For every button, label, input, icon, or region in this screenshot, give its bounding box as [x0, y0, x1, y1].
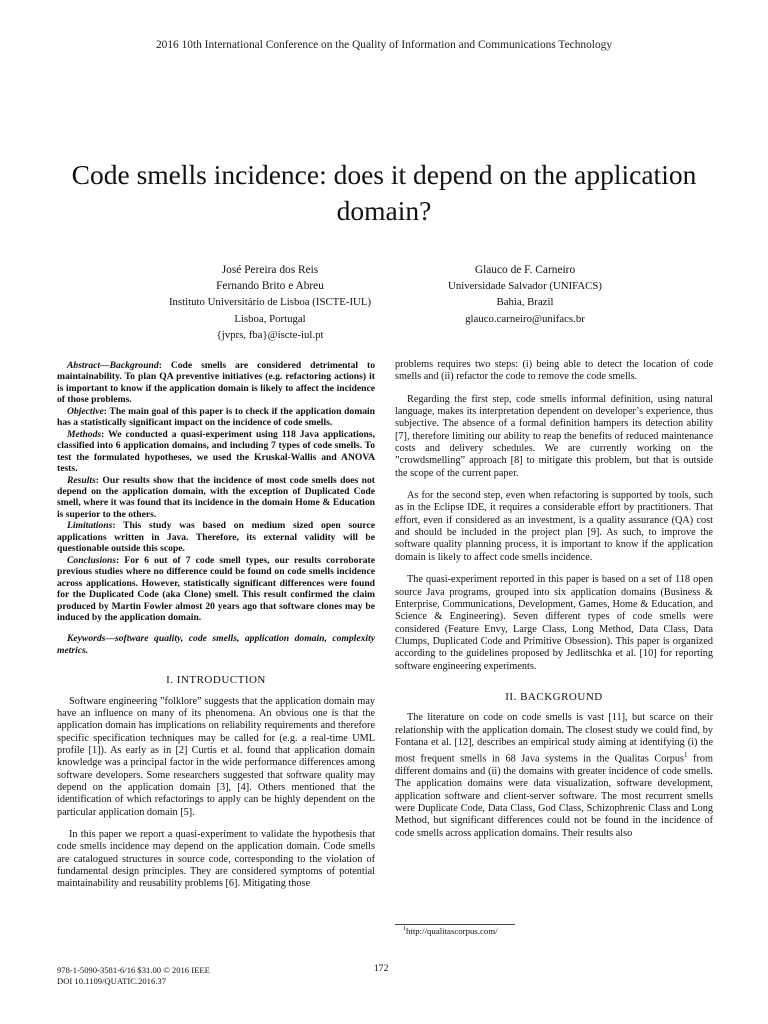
abstract-label: Limitations: [67, 520, 113, 532]
paragraph: [395, 712, 713, 840]
footnote-divider: [395, 924, 515, 925]
author-email: {jvprs, fba}@iscte-iul.pt: [216, 328, 324, 341]
abstract-label: Results: [67, 474, 96, 486]
author-affiliation: Instituto Universitário de Lisboa (ISCTE-IUL): [168, 296, 372, 309]
doi-line: DOI 10.1109/QUATIC.2016.37: [57, 976, 167, 986]
author-block-left: [130, 262, 410, 343]
author-name: Fernando Brito e Abreu: [216, 280, 324, 293]
abstract-text: : This study was based on medium sized open source applications written in Java. Therefore, its external validity will be questionable outside this scope.: [57, 520, 375, 555]
abstract-text: : We conducted a quasi-experiment using 118 Java applications, classified into 6 application domains, and including 7 types of code smells. To test the formulated hypotheses, we used the Kruskal-Wallis and ANOVA tests.: [57, 428, 375, 475]
left-column: [57, 360, 375, 901]
abstract-label: Abstract—Background: [67, 360, 159, 371]
keywords: Keywords—software quality, code smells, application domain, complexity metrics.: [57, 633, 375, 656]
abstract-results: [57, 475, 375, 521]
page-number: 172: [374, 963, 389, 974]
abstract-conclusions: [57, 555, 375, 624]
abstract-text: : For 6 out of 7 code smell types, our results corroborate previous studies where no difference could be found on code smells incidence across applications. However, statistically significant differences were found for the Duplicated Code (aka Clone) smell. This result confirmed the claim produced by Martin Fowler almost 20 years ago that software clones may be induced by the application domain.: [57, 554, 375, 623]
section-heading-introduction: I. INTRODUCTION: [166, 674, 266, 687]
paragraph: In this paper we report a quasi-experiment to validate the hypothesis that code smells incidence may depend on the application domain. Code smells are catalogued structures in source code, corresponding to the violation of fundamental design principles. They are considered symptoms of potential maintainability and reusability problems [6]. Mitigating those: [57, 829, 375, 890]
abstract-text: : Our results show that the incidence of most code smells does not depend on the application domain, with the exception of Duplicated Code smell, where it was found that its incidence in the domain Home & Education is superior to the others.: [57, 474, 375, 520]
abstract-objective: [57, 406, 375, 429]
paper-title: Code smells incidence: does it depend on the application domain?: [71, 159, 697, 226]
abstract-limitations: [57, 520, 375, 554]
author-affiliation: Universidade Salvador (UNIFACS): [448, 280, 602, 293]
abstract-text: : The main goal of this paper is to check if the application domain has a statistically significant impact on the incidence of code smells.: [57, 405, 375, 429]
publication-info: [57, 965, 210, 987]
footnote-mark: 1: [403, 926, 406, 933]
author-location: Bahia, Brazil: [496, 296, 554, 309]
paragraph: Regarding the first step, code smells informal definition, using natural language, makes its interpretation dependent on developer’s experience, thus subjective. The absence of a formal definition hampers its detection ability [7], therefore limiting our ability to reap the benefits of reduced maintenance costs and delivery schedules. We are currently working on the ”crowdsmelling” approach [8] to mitigate this problem, but that is outside the scope of the current paper.: [395, 393, 713, 479]
abstract-background: [57, 360, 375, 406]
author-name: José Pereira dos Reis: [221, 264, 319, 276]
abstract-text: : Code smells are considered detrimental to maintainability. To plan QA preventive initiatives (e.g. refactoring actions) it is important to know if the application domain is likely to affect the incidence of those problems.: [57, 360, 375, 406]
paragraph-text: The literature on code on code smells is vast [11], but scarce on their relationship with the application domain. The closest study we could find, by Fontana et al. [12], describes an empirical study aiming at identifying (i) the most frequent smells in 68 Java systems in the Qualitas Corpus: [395, 712, 713, 765]
abstract-label: Objective: [67, 405, 104, 417]
paragraph: Software engineering ”folklore” suggests that the application domain may have an influence on many of its phenomena. An obvious one is that the application domain has implications on reliability requirements and therefore specific specification techniques may be called for (e.g. a real-time UML profile [1]). As early as in [2] Curtis et al. found that application domain knowledge was a principal factor in the wide performance differences among software developers. Some researchers suggested that software quality may depend on the application domain [3], [4]. Others mentioned that the identification of which refactorings to apply can be highly dependent on the particular application domain [5].: [57, 695, 375, 818]
paragraph: As for the second step, even when refactoring is supported by tools, such as in the Eclipse IDE, it requires a considerable effort by practitioners. That effort, even if considered as an investment, is a quality assurance (QA) cost and should be included in the project plan [9]. As such, to improve the software quality planning process, it is important to know if the application domain is likely to affect code smells incidence.: [395, 490, 713, 563]
section-heading-background: II. BACKGROUND: [505, 690, 603, 703]
right-column: [395, 359, 713, 850]
author-email: glauco.carneiro@unifacs.br: [465, 312, 585, 325]
isbn-line: 978-1-5090-3581-6/16 $31.00 © 2016 IEEE: [57, 965, 210, 975]
footnote-text[interactable]: http://qualitascorpus.com/: [406, 926, 498, 936]
author-name: Glauco de F. Carneiro: [474, 264, 576, 276]
abstract-label: Conclusions: [67, 554, 117, 566]
author-location: Lisboa, Portugal: [234, 312, 306, 325]
paragraph-text: from different domains and (ii) the domains with greater incidence of code smells. The application domains were data visualization, software development, application software and client-server software. The most recurrent smells were Duplicate Code, Data Class, God Class, Schizophrenic Class and Long Method, but significant differences could not be found in the incidence of code smells across application domains. Their results also: [395, 753, 713, 839]
paragraph: The quasi-experiment reported in this paper is based on a set of 118 open source Java programs, grouped into six application domains (Business & Enterprise, Communications, Development, Games, Home & Education, and Science & Engineering). Seven different types of code smells were considered (Feature Envy, Large Class, Long Method, Data Class, Data Clumps, Duplicated Code and Primitive Obsession). This paper is organized according to the guidelines proposed by Jedlitschka et al. [10] for reporting software engineering experiments.: [395, 574, 713, 672]
footnote-mark: 1: [684, 751, 688, 760]
conference-header: 2016 10th International Conference on the Quality of Information and Communications Technology: [155, 39, 613, 51]
abstract-methods: [57, 429, 375, 475]
footnote: [403, 926, 498, 936]
author-block-right: [400, 262, 650, 327]
paragraph: problems requires two steps: (i) being able to detect the location of code smells and (ii) refactor the code to remove the code smells.: [395, 359, 713, 383]
abstract-label: Methods: [67, 428, 102, 440]
